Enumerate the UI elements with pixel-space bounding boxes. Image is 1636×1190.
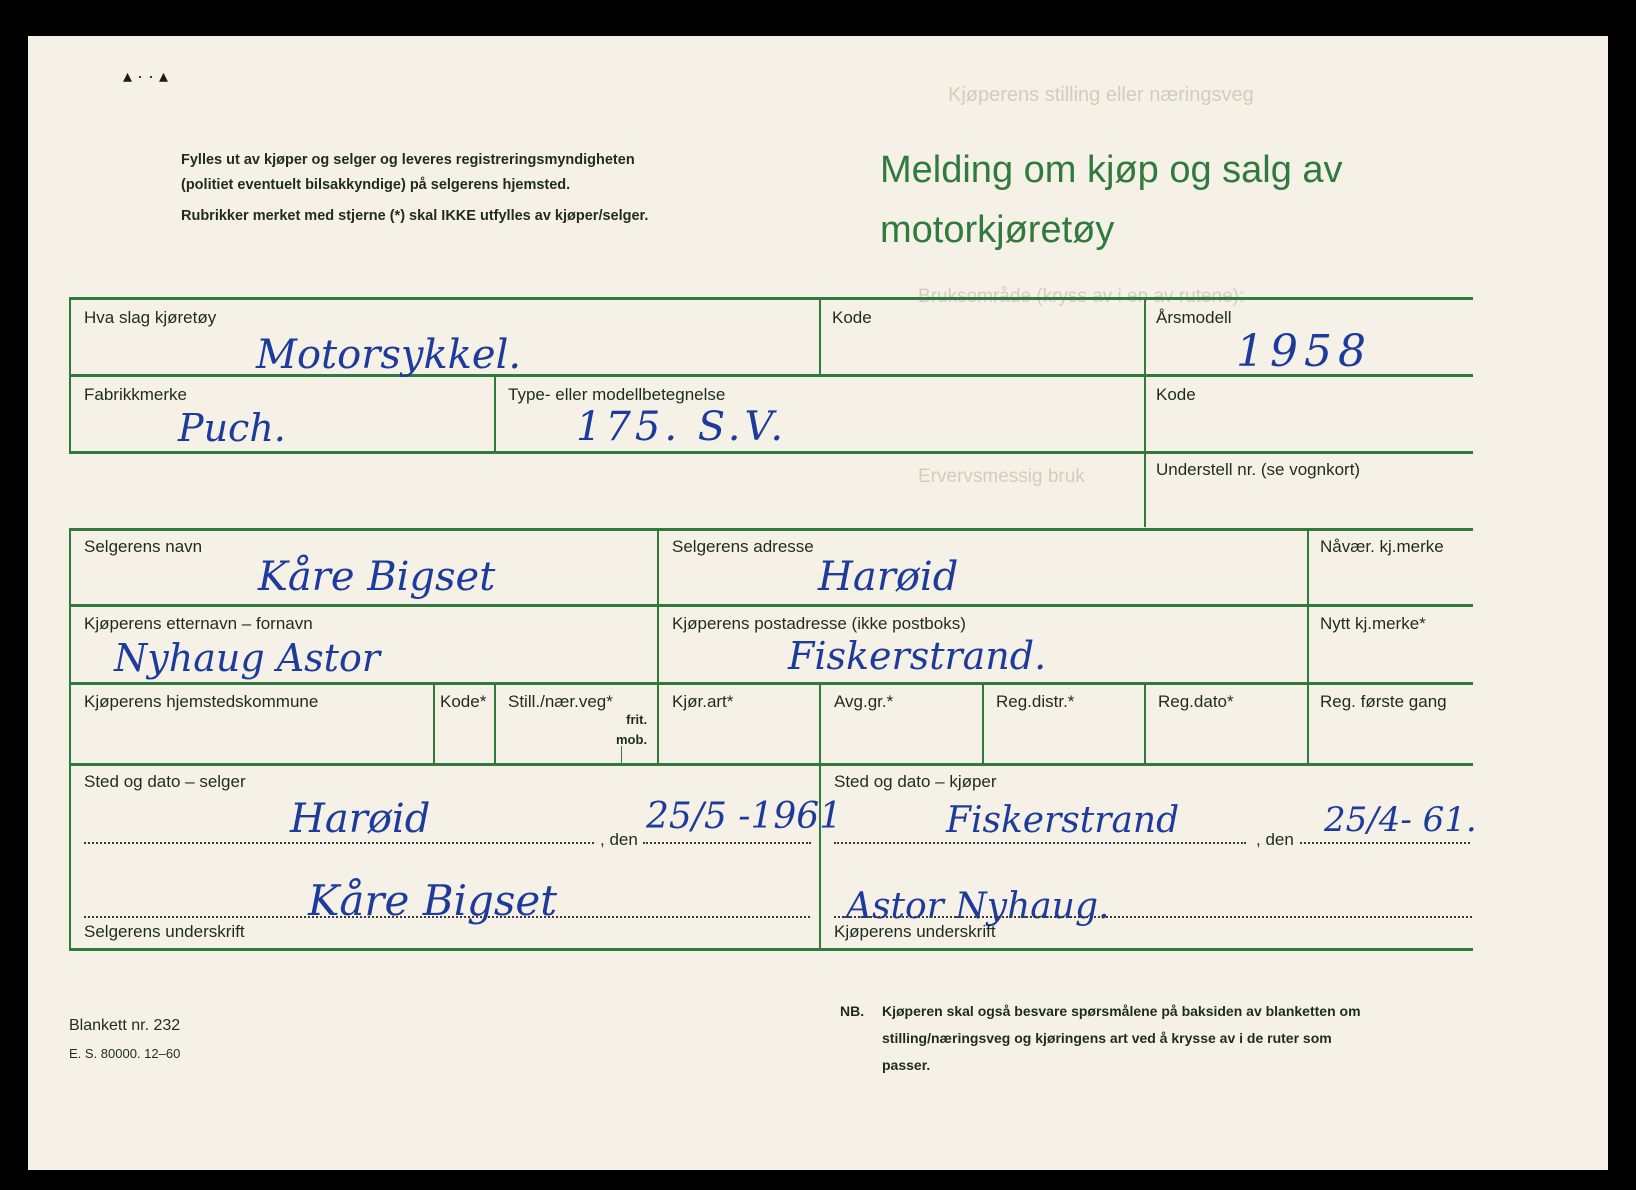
form-line (433, 682, 435, 763)
code-label: Kode (832, 308, 872, 327)
form-line (1146, 451, 1473, 454)
seller-address-value[interactable]: Harøid (818, 554, 959, 600)
buyer-name-label: Kjøperens etternavn – fornavn (84, 614, 313, 633)
buyer-date-line (1300, 842, 1470, 844)
buyer-signature[interactable]: Astor Nyhaug. (846, 886, 1110, 927)
fee-group-label: Avg.gr.* (834, 692, 894, 711)
current-plate-label: Nåvær. kj.merke (1320, 537, 1444, 556)
form-line (1144, 682, 1146, 763)
form-line (69, 682, 1473, 685)
vehicle-type-label: Hva slag kjøretøy (84, 308, 217, 327)
chassis-number-label: Understell nr. (se vognkort) (1156, 460, 1361, 479)
form-line (69, 451, 1146, 454)
form-line (494, 374, 496, 451)
buyer-postal-address-value[interactable]: Fiskerstrand. (788, 634, 1047, 678)
buyer-postal-address-label: Kjøperens postadresse (ikke postboks) (672, 614, 966, 633)
buyer-place-value[interactable]: Fiskerstrand (946, 800, 1180, 841)
make-label: Fabrikkmerke (84, 385, 187, 404)
driving-type-label: Kjør.art* (672, 692, 734, 711)
form-line (819, 297, 821, 374)
form-line (982, 682, 984, 763)
seller-signature-label: Selgerens underskrift (84, 922, 245, 941)
nb-label: NB. (840, 1003, 865, 1019)
kode-star-label: Kode* (440, 692, 487, 711)
seller-signature-line (84, 916, 810, 918)
code-label-2: Kode (1156, 385, 1196, 404)
corner-marks: ▴ · · ▴ (123, 66, 169, 86)
registration-form-sheet (28, 36, 1608, 1170)
seller-name-value[interactable]: Kåre Bigset (258, 554, 496, 600)
buyer-place-date-label: Sted og dato – kjøper (834, 772, 997, 791)
instructions-text: Fylles ut av kjøper og selger og leveres registreringsmyndigheten (politiet eventuelt bilsakkyndige) på selgerens hjemsted. Rubrikker merket med stjerne (*) skal IKKE utfylles av kjøper/selger. (181, 152, 649, 224)
home-municipality-label: Kjøperens hjemstedskommune (84, 692, 319, 711)
seller-address-label: Selgerens adresse (672, 537, 814, 556)
make-value[interactable]: Puch. (178, 406, 286, 450)
seller-den-label: , den (600, 830, 638, 849)
form-line (69, 297, 1473, 300)
form-line (657, 682, 659, 763)
buyer-place-line (834, 842, 1246, 844)
seller-date-line (643, 842, 811, 844)
buyer-name-value[interactable]: Nyhaug Astor (114, 636, 380, 680)
nb-note: Kjøperen skal også besvare spørsmålene på baksiden av blanketten om stilling/næringsveg og kjøringens art ved å krysse av i de ruter som passer. (882, 1003, 1361, 1073)
model-year-value[interactable]: 1958 (1236, 326, 1372, 377)
form-line (494, 682, 496, 763)
reg-date-label: Reg.dato* (1158, 692, 1234, 711)
model-designation-value[interactable]: 175. S.V. (576, 404, 788, 450)
form-title: Melding om kjøp og salg av motorkjøretøy (880, 149, 1343, 251)
new-plate-label: Nytt kj.merke* (1320, 614, 1426, 633)
model-designation-label: Type- eller modellbetegnelse (508, 385, 726, 404)
buyer-den-label: , den (1256, 830, 1294, 849)
form-line (657, 528, 659, 682)
bleed-through-text: Kjøperens stilling eller næringsveg (948, 84, 1254, 106)
seller-place-date-label: Sted og dato – selger (84, 772, 246, 791)
form-line (69, 297, 71, 453)
form-line (69, 604, 1473, 607)
form-line (1144, 297, 1146, 527)
seller-name-label: Selgerens navn (84, 537, 203, 556)
seller-date-value[interactable]: 25/5 -1961 (646, 796, 843, 837)
form-number: Blankett nr. 232 E. S. 80000. 12–60 (69, 1017, 181, 1061)
form-line (69, 528, 71, 950)
buyer-date-value[interactable]: 25/4- 61. (1324, 800, 1477, 840)
reg-district-label: Reg.distr.* (996, 692, 1075, 711)
seller-place-value[interactable]: Harøid (290, 796, 431, 842)
form-line (69, 528, 1473, 531)
buyer-signature-line (834, 916, 1472, 918)
model-year-label: Årsmodell (1156, 308, 1232, 327)
buyer-signature-label: Kjøperens underskrift (834, 922, 996, 941)
frit-mob-label: frit. mob. (616, 712, 648, 747)
vehicle-type-value[interactable]: Motorsykkel. (256, 332, 522, 378)
bleed-through-text: Ervervsmessig bruk (918, 466, 1085, 487)
form-line (69, 763, 1473, 766)
occupation-label: Still./nær.veg* (508, 692, 613, 711)
first-registration-label: Reg. første gang (1320, 692, 1447, 711)
seller-signature[interactable]: Kåre Bigset (308, 876, 558, 925)
seller-place-line (84, 842, 594, 844)
form-line (69, 948, 1473, 951)
form-line (1307, 528, 1309, 763)
